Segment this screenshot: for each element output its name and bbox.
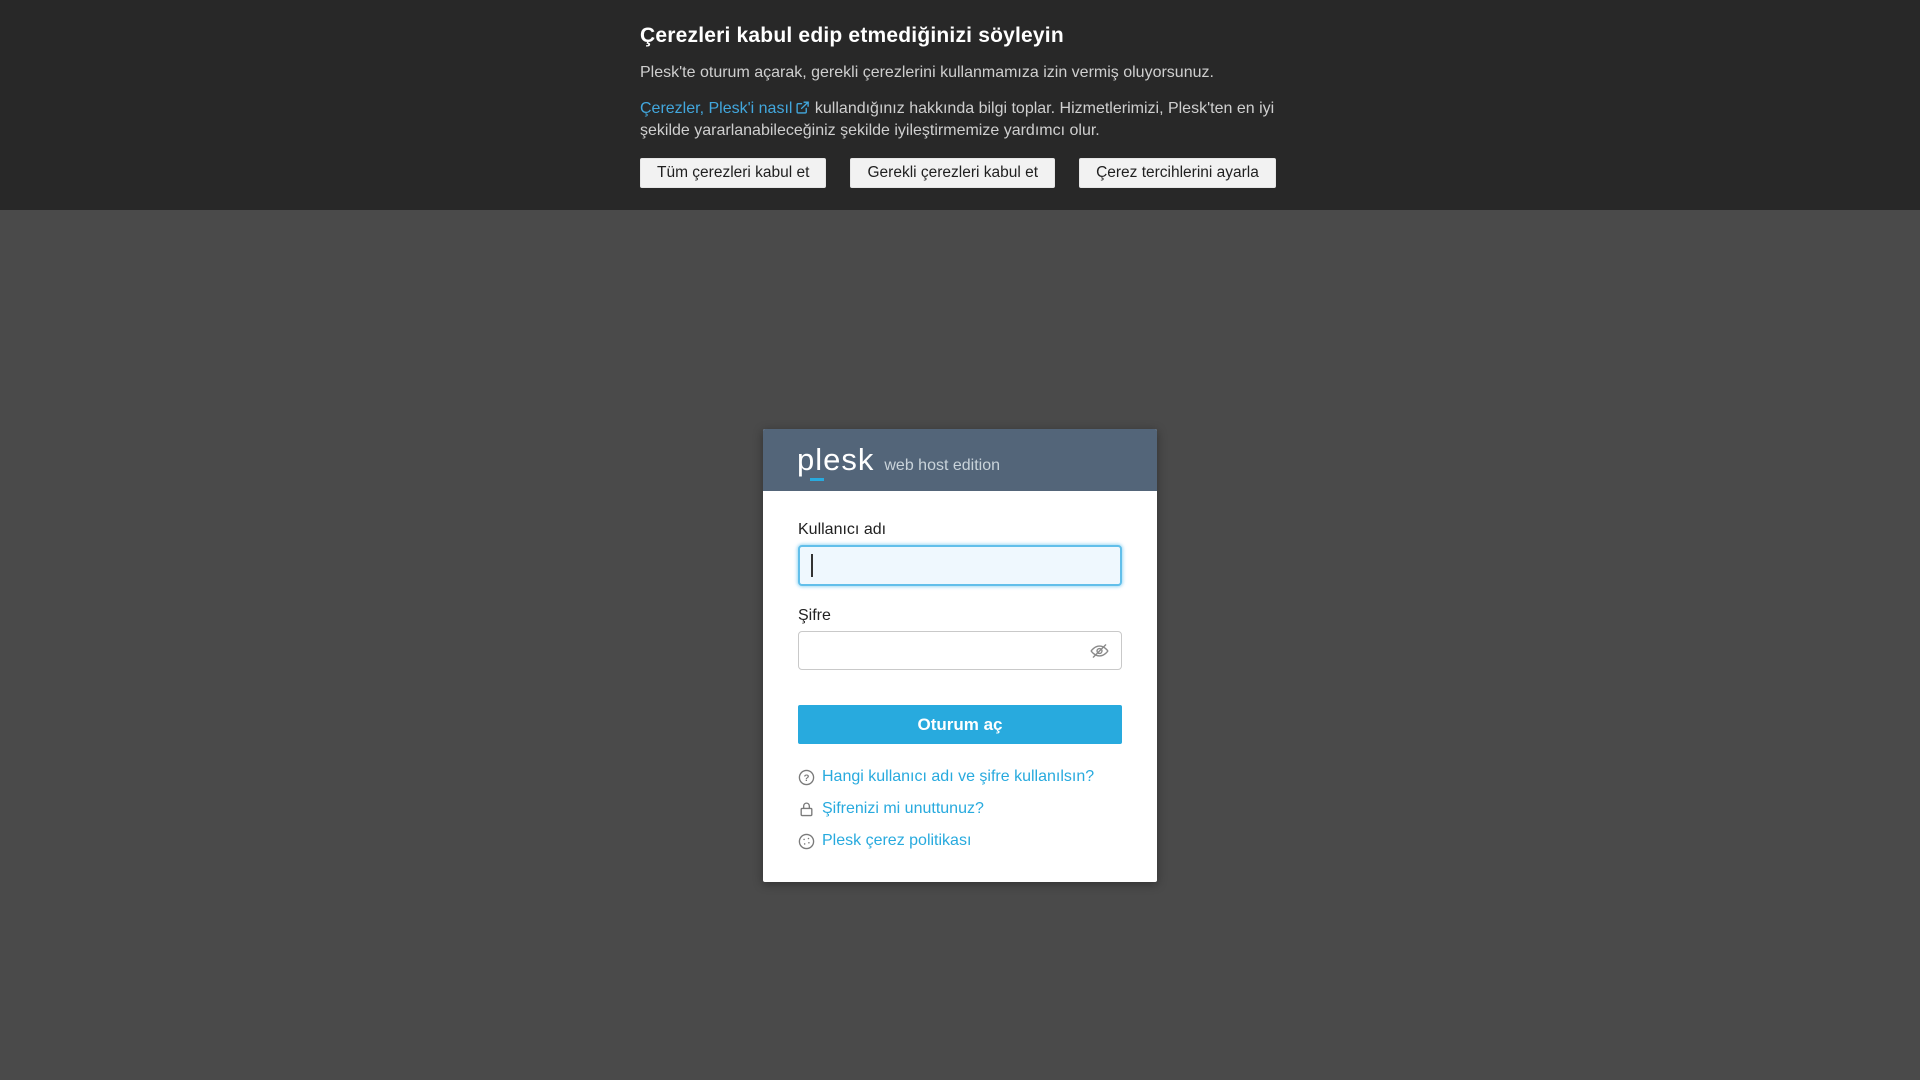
cookie-consent-banner — [0, 0, 1920, 210]
cookie-preferences-button[interactable]: Çerez tercihlerini ayarla — [1079, 158, 1276, 188]
username-field-wrap — [798, 545, 1122, 586]
plesk-logo — [797, 429, 874, 491]
plesk-logo-underscore — [810, 478, 824, 481]
cookie-policy-link[interactable] — [798, 832, 1122, 850]
cookies-info-link-label: Çerezler, Plesk'i nasıl — [640, 99, 793, 117]
help-links — [798, 768, 1122, 850]
login-card — [763, 429, 1157, 882]
cookie-banner-title: Çerezleri kabul edip etmediğinizi söyleyin — [640, 24, 1064, 47]
external-link-icon — [795, 100, 810, 115]
password-input[interactable] — [798, 631, 1122, 670]
username-input[interactable] — [798, 545, 1122, 586]
lock-icon — [798, 801, 815, 818]
plesk-logo-text: plesk — [797, 442, 875, 477]
username-label: Kullanıcı adı — [798, 521, 887, 538]
forgot-password-link-label: Şifrenizi mi unuttunuz? — [822, 800, 984, 817]
svg-text:?: ? — [803, 772, 810, 784]
accept-all-cookies-button[interactable]: Tüm çerezleri kabul et — [640, 158, 826, 188]
eye-slash-icon — [1089, 640, 1110, 661]
edition-label: web host edition — [884, 457, 1001, 474]
password-field-wrap — [798, 631, 1122, 670]
login-form — [763, 491, 1157, 882]
cookie-banner-content — [640, 0, 1280, 188]
which-credentials-link[interactable] — [798, 768, 1122, 786]
login-card-header — [763, 429, 1157, 491]
forgot-password-link[interactable] — [798, 800, 1122, 818]
cookie-banner-detail — [640, 98, 1280, 142]
cookie-banner-buttons — [640, 158, 1280, 188]
toggle-password-visibility-button[interactable] — [1087, 638, 1112, 663]
login-button[interactable]: Oturum aç — [798, 705, 1122, 744]
cookies-info-link[interactable] — [640, 100, 810, 117]
text-caret — [811, 554, 813, 577]
password-label: Şifre — [798, 607, 831, 624]
cookie-policy-link-label: Plesk çerez politikası — [822, 832, 972, 849]
cookie-banner-detail-text: kullandığınız hakkında bilgi toplar. Hizmetlerimizi, Plesk'ten en iyi şekilde yararlanabileceğiniz şekilde iyileştirmemize yardımcı olur. — [640, 99, 1275, 139]
help-circle-icon — [798, 769, 815, 786]
accept-necessary-cookies-button[interactable]: Gerekli çerezleri kabul et — [850, 158, 1055, 188]
which-credentials-link-label: Hangi kullanıcı adı ve şifre kullanılsın? — [822, 768, 1095, 785]
cookie-icon — [798, 833, 815, 850]
cookie-banner-intro: Plesk'te oturum açarak, gerekli çerezlerini kullanmamıza izin vermiş oluyorsunuz. — [640, 64, 1214, 81]
